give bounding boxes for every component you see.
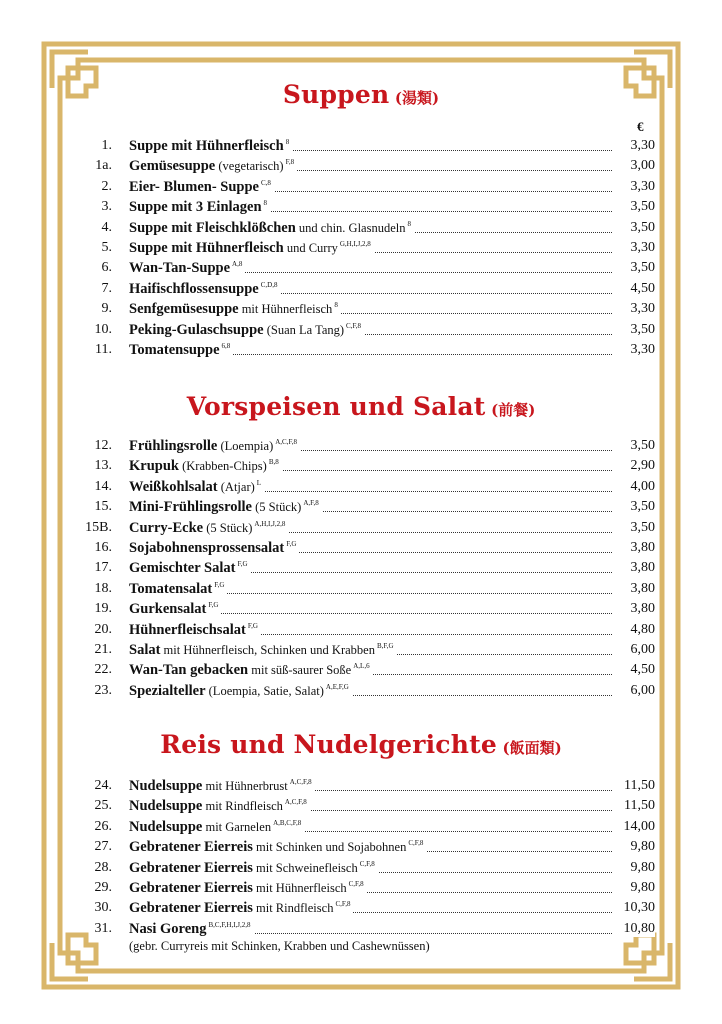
item-name: Peking-Gulaschsuppe	[129, 321, 264, 338]
item-price: 3,50	[612, 220, 655, 236]
item-price: 2,90	[612, 458, 655, 474]
item-name: Gebratener Eierreis	[129, 900, 253, 917]
item-number: 23.	[94, 682, 112, 698]
item-price: 10,80	[612, 921, 655, 937]
item-description	[129, 260, 245, 277]
item-price: 3,30	[612, 138, 655, 154]
item-price: 3,30	[612, 240, 655, 256]
allergen-codes: F,G	[247, 621, 258, 630]
menu-item	[0, 581, 722, 601]
item-detail: (Suan La Tang)	[263, 322, 345, 337]
item-description	[129, 499, 322, 516]
item-name: Krupuk	[129, 458, 179, 475]
item-detail: mit Schweinefleisch	[252, 860, 358, 875]
item-number: 21.	[94, 642, 112, 657]
menu-item	[0, 819, 722, 839]
item-price: 3,50	[612, 322, 655, 338]
item-number: 29.	[94, 880, 112, 895]
menu-item	[0, 179, 722, 199]
allergen-codes: C,F,8	[348, 880, 364, 888]
item-number: 18.	[94, 580, 112, 596]
item-name: Spezialteller	[129, 682, 206, 699]
item-description	[129, 921, 254, 938]
item-name: Frühlingsrolle	[129, 438, 218, 454]
item-description	[129, 240, 374, 257]
item-number: 20.	[94, 621, 112, 637]
allergen-codes: A,L,6	[353, 662, 370, 671]
item-detail: und chin. Glasnudeln	[295, 220, 406, 235]
section-title-chinese: (飯面類)	[502, 739, 562, 757]
item-description	[129, 819, 304, 836]
item-detail: mit Rindfleisch	[202, 799, 283, 814]
allergen-codes: B,C,F,H,I,J,2,8	[208, 920, 251, 929]
item-price: 3,80	[612, 540, 655, 556]
item-detail: mit Hühnerfleisch	[238, 302, 333, 317]
item-detail: und Curry	[283, 241, 338, 255]
item-description	[129, 220, 414, 237]
menu-item	[0, 642, 722, 662]
allergen-codes: C,F,8	[359, 859, 375, 868]
item-price: 4,50	[612, 662, 655, 678]
allergen-codes: C,D,8	[260, 280, 278, 289]
allergen-codes: F,G	[286, 540, 297, 548]
menu-item	[0, 260, 722, 280]
allergen-codes: 8	[334, 301, 338, 310]
menu-item	[0, 220, 722, 240]
menu-item	[0, 860, 722, 880]
item-price: 4,80	[612, 622, 655, 638]
item-number: 15.	[94, 499, 112, 515]
allergen-codes: 8	[263, 199, 268, 208]
section-title-chinese: (湯類)	[394, 89, 440, 107]
item-price: 3,30	[612, 301, 655, 317]
item-number: 28.	[94, 859, 112, 875]
item-price: 3,80	[612, 581, 655, 597]
item-number: 22.	[94, 662, 112, 678]
item-name: Gebratener Eierreis	[129, 859, 253, 876]
currency-symbol: €	[637, 119, 644, 134]
allergen-codes: A,H,I,J,2,8	[254, 519, 286, 528]
item-detail: mit Hühnerfleisch, Schinken und Krabben	[160, 643, 375, 657]
allergen-codes: F,G	[237, 560, 248, 569]
menu-item	[0, 458, 722, 478]
item-name: Weißkohlsalat	[129, 478, 218, 495]
item-name: Mini-Frühlingsrolle	[129, 499, 252, 516]
item-description	[129, 179, 274, 196]
item-detail: mit süß-saurer Soße	[248, 663, 352, 678]
item-detail: mit Rindfleisch	[252, 901, 334, 916]
allergen-codes: F,8	[285, 158, 295, 167]
menu-item	[0, 438, 722, 458]
item-number: 2.	[101, 178, 112, 194]
menu-item	[0, 138, 722, 158]
item-name: Gemischter Salat	[129, 560, 236, 577]
item-number: 15B.	[85, 519, 112, 535]
allergen-codes: A,C,F,8	[275, 438, 298, 446]
item-name: Gebratener Eierreis	[129, 880, 253, 896]
item-name: Tomatensuppe	[129, 342, 220, 358]
item-description	[129, 622, 261, 639]
item-price: 3,30	[612, 342, 655, 358]
allergen-codes: A,B,C,F,8	[273, 818, 302, 827]
item-name: Gebratener Eierreis	[129, 839, 253, 856]
menu-item	[0, 560, 722, 580]
item-description	[129, 301, 341, 318]
item-description	[129, 860, 378, 877]
item-name: Gurkensalat	[129, 601, 207, 618]
item-detail: (vegetarisch)	[215, 159, 284, 174]
menu-item	[0, 880, 722, 900]
menu-item	[0, 301, 722, 321]
allergen-codes: C,F,8	[346, 321, 362, 330]
menu-item	[0, 322, 722, 342]
item-description	[129, 839, 426, 856]
item-description	[129, 479, 264, 496]
item-detail: (5 Stück)	[252, 500, 302, 515]
item-price: 9,80	[612, 860, 655, 876]
item-name: Sojabohnensprossensalat	[129, 540, 285, 556]
menu-item	[0, 240, 722, 260]
item-name: Nudelsuppe	[129, 818, 203, 835]
item-description	[129, 438, 300, 455]
allergen-codes: C,F,8	[335, 900, 351, 909]
item-detail: mit Hühnerfleisch	[252, 881, 347, 895]
item-number: 4.	[101, 219, 112, 235]
allergen-codes: A,F,8	[303, 499, 319, 508]
item-description	[129, 601, 221, 618]
item-price: 3,50	[612, 260, 655, 276]
allergen-codes: A,E,F,G	[325, 682, 349, 691]
section-title-chinese: (前餐)	[491, 401, 536, 419]
allergen-codes: A,C,F,8	[289, 778, 312, 786]
item-number: 24.	[94, 778, 112, 793]
section-title-text: Vorspeisen und Salat	[186, 392, 486, 421]
item-name: Suppe mit 3 Einlagen	[129, 199, 262, 216]
item-description	[129, 281, 280, 298]
item-number: 25.	[94, 798, 112, 814]
item-name: Nudelsuppe	[129, 778, 203, 794]
item-price: 3,30	[612, 179, 655, 195]
menu-item	[0, 342, 722, 362]
item-description	[129, 642, 397, 659]
item-description	[129, 342, 233, 359]
item-price: 11,50	[612, 778, 655, 794]
item-price: 9,80	[612, 880, 655, 896]
item-price: 3,80	[612, 601, 655, 617]
item-name: Suppe mit Hühnerfleisch	[129, 240, 284, 256]
item-number: 10.	[94, 321, 112, 337]
section-title-text: Suppen	[282, 80, 390, 109]
item-name: Senfgemüsesuppe	[129, 301, 239, 318]
item-number: 7.	[101, 280, 112, 296]
item-price: 4,00	[612, 479, 655, 495]
menu-item	[0, 199, 722, 219]
menu-item	[0, 920, 722, 953]
allergen-codes: A,C,F,8	[284, 798, 307, 807]
item-detail: (Loempia)	[217, 439, 274, 453]
item-detail: (Atjar)	[217, 479, 255, 494]
menu-item	[0, 798, 722, 818]
item-description	[129, 520, 288, 537]
item-name: Wan-Tan-Suppe	[129, 260, 231, 277]
item-note: (gebr. Curryreis mit Schinken, Krabben und Cashewnüssen)	[129, 938, 430, 953]
item-number: 6.	[101, 260, 112, 276]
menu-item	[0, 520, 722, 540]
menu-item	[0, 479, 722, 499]
allergen-codes: F,G	[214, 580, 225, 589]
menu-item	[0, 499, 722, 519]
item-price: 3,80	[612, 560, 655, 576]
item-description	[129, 880, 367, 897]
menu-item	[0, 540, 722, 560]
item-name: Hühnerfleischsalat	[129, 621, 246, 638]
item-description	[129, 322, 364, 339]
item-description	[129, 900, 353, 917]
item-description	[129, 798, 310, 815]
menu-item	[0, 281, 722, 301]
item-detail: (Loempia, Satie, Salat)	[205, 683, 324, 698]
item-price: 11,50	[612, 798, 655, 814]
menu-item	[0, 622, 722, 642]
allergen-codes: B,F,G	[376, 642, 394, 650]
item-price: 9,80	[612, 839, 655, 855]
item-number: 17.	[94, 560, 112, 576]
item-name: Nudelsuppe	[129, 798, 203, 815]
allergen-codes: 8	[407, 219, 411, 228]
section-title-text: Reis und Nudelgerichte	[160, 730, 497, 759]
menu-item	[0, 900, 722, 920]
item-number: 26.	[94, 818, 112, 834]
item-number: 30.	[94, 900, 112, 916]
item-description	[129, 458, 282, 475]
item-detail: (Krabben-Chips)	[178, 459, 267, 474]
allergen-codes: C,F,8	[408, 839, 424, 848]
section-title	[0, 80, 722, 109]
menu-item	[0, 601, 722, 621]
item-price: 3,00	[612, 158, 655, 174]
item-name: Eier- Blumen- Suppe	[129, 178, 259, 195]
allergen-codes: 6,8	[221, 342, 231, 350]
item-detail: mit Garnelen	[202, 819, 272, 834]
item-detail: mit Hühnerbrust	[202, 779, 288, 793]
menu-item	[0, 158, 722, 178]
item-number: 31.	[94, 920, 112, 936]
item-price: 3,50	[612, 438, 655, 454]
allergen-codes: L	[256, 478, 262, 487]
item-price: 10,30	[612, 900, 655, 916]
allergen-codes: B,8	[268, 458, 279, 467]
item-description	[129, 540, 299, 557]
item-name: Suppe mit Hühnerfleisch	[129, 138, 284, 154]
item-name: Suppe mit Fleischklößchen	[129, 219, 296, 236]
item-number: 14.	[94, 478, 112, 494]
item-name: Wan-Tan gebacken	[129, 662, 249, 679]
item-price: 6,00	[612, 642, 655, 658]
item-price: 3,50	[612, 499, 655, 515]
allergen-codes: C,8	[260, 178, 271, 187]
item-number: 27.	[94, 839, 112, 855]
item-description	[129, 138, 292, 155]
item-name: Gemüsesuppe	[129, 158, 216, 175]
item-description	[129, 581, 227, 598]
allergen-codes: A,8	[232, 260, 243, 269]
menu-item	[0, 662, 722, 682]
item-price: 4,50	[612, 281, 655, 297]
item-description	[129, 662, 373, 679]
item-number: 1.	[101, 138, 112, 153]
allergen-codes: 8	[285, 138, 290, 146]
item-description	[129, 199, 270, 216]
item-number: 5.	[101, 240, 112, 255]
allergen-codes: F,G	[208, 601, 219, 610]
item-number: 13.	[94, 458, 112, 474]
menu-item	[0, 778, 722, 798]
item-number: 11.	[95, 342, 112, 357]
item-name: Nasi Goreng	[129, 920, 207, 937]
item-number: 3.	[101, 199, 112, 215]
item-name: Haifischflossensuppe	[129, 280, 259, 297]
item-number: 16.	[94, 540, 112, 555]
section-title	[0, 392, 722, 421]
menu-item	[0, 839, 722, 859]
item-price: 3,50	[612, 199, 655, 215]
item-number: 1a.	[95, 158, 112, 174]
item-name: Curry-Ecke	[129, 519, 204, 536]
allergen-codes: G,H,I,J,2,8	[339, 240, 371, 248]
item-price: 14,00	[612, 819, 655, 835]
item-number: 9.	[101, 301, 112, 317]
item-description	[129, 683, 352, 700]
item-description	[129, 158, 297, 175]
item-name: Salat	[129, 642, 161, 658]
item-number: 12.	[94, 438, 112, 453]
item-price: 6,00	[612, 683, 655, 699]
item-detail: mit Schinken und Sojabohnen	[252, 840, 407, 855]
item-name: Tomatensalat	[129, 580, 213, 597]
item-price: 3,50	[612, 520, 655, 536]
item-detail: (5 Stück)	[203, 520, 253, 535]
section-title	[0, 730, 722, 759]
item-description	[129, 778, 315, 795]
item-description	[129, 560, 251, 577]
menu-item	[0, 683, 722, 703]
item-number: 19.	[94, 601, 112, 617]
